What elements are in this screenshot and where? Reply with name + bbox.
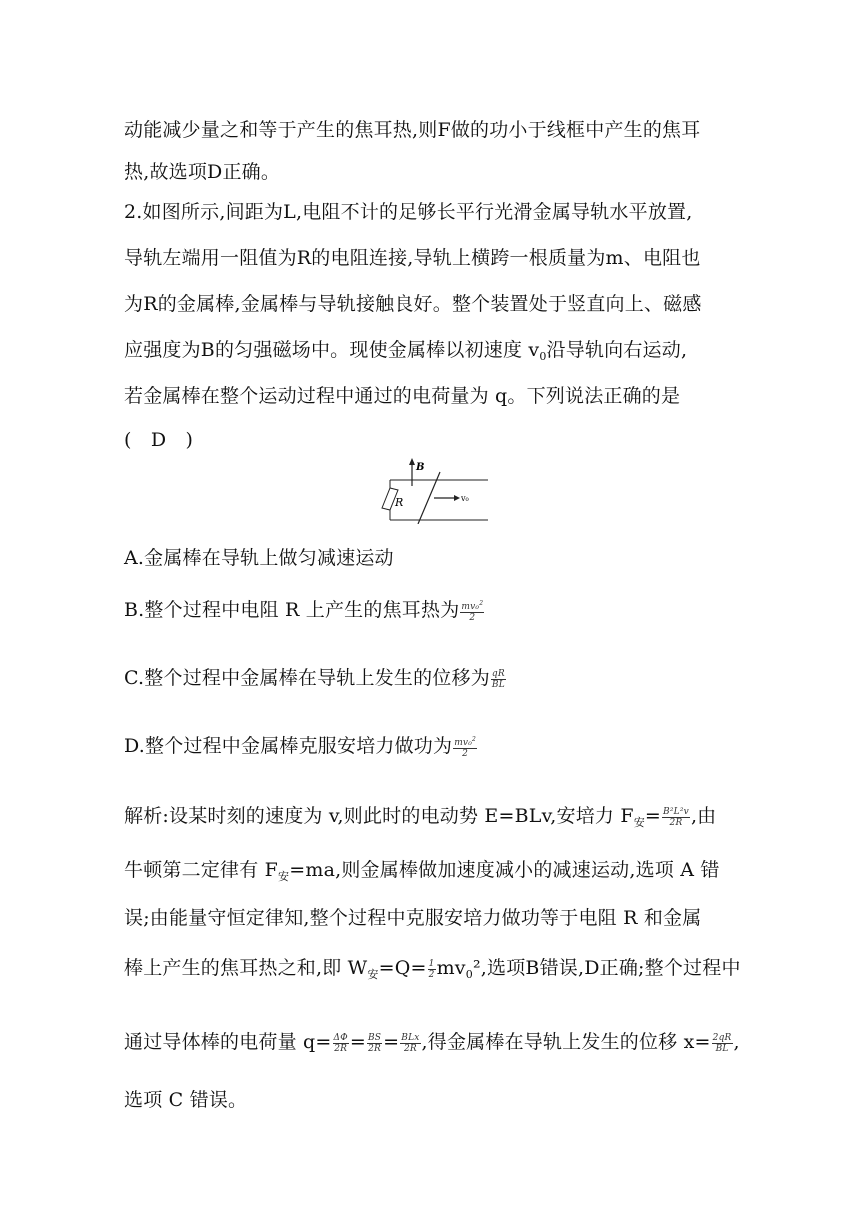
denominator: 2 (462, 749, 469, 759)
text-line-2: 热,故选项D正确。 (124, 161, 281, 183)
text: = (349, 1031, 366, 1053)
text: = (644, 805, 662, 827)
text: =Q= (378, 957, 427, 979)
numerator: BLx (401, 1032, 420, 1043)
label-R: R (395, 496, 404, 509)
denominator: 2 (428, 969, 435, 980)
analysis-line-4 (124, 956, 741, 987)
denominator: 2R (403, 1043, 417, 1054)
option-d-text: D.整个过程中金属棒克服安培力做功为 (124, 735, 453, 757)
text: 棒上产生的焦耳热之和,即 W (124, 957, 368, 979)
text-line-1: 动能减少量之和等于产生的焦耳热,则F做的功小于线框中产生的焦耳 (124, 119, 701, 141)
analysis-line-1 (124, 804, 716, 835)
question-2-line-2: 导轨左端用一阻值为R的电阻连接,导轨上横跨一根质量为m、电阻也 (124, 247, 701, 269)
fraction-BLx (400, 1033, 420, 1054)
text: mv (436, 957, 466, 979)
numerator: ΔΦ (333, 1032, 348, 1043)
text: ²,选项B错误,D正确;整个过程中 (472, 957, 741, 979)
field-arrowhead (409, 458, 415, 465)
text: = (383, 1031, 400, 1053)
fraction-mv2-over-2 (453, 735, 477, 759)
denominator: BL (715, 1043, 729, 1054)
analysis-line-6: 选项 C 错误。 (124, 1089, 248, 1111)
option-d (124, 734, 478, 759)
subscript: 安 (278, 870, 290, 883)
denominator: BL (491, 679, 505, 690)
subscript: 0 (539, 350, 547, 363)
subscript: 安 (633, 816, 645, 829)
analysis-line-3: 误;由能量守恒定律知,整个过程中克服安培力做功等于电阻 R 和金属 (124, 907, 702, 929)
denominator: 2R (368, 1043, 381, 1054)
exponent: 2 (472, 736, 477, 743)
denominator: 2 (469, 613, 476, 623)
numerator: qR (491, 668, 505, 679)
fraction-force (662, 807, 690, 828)
label-B: B (416, 462, 425, 473)
text: 通过导体棒的电荷量 q= (124, 1031, 332, 1053)
option-a: A.金属棒在导轨上做匀减速运动 (124, 547, 394, 569)
option-b-text: B.整个过程中电阻 R 上产生的焦耳热为 (124, 599, 460, 621)
text: 解析:设某时刻的速度为 v,则此时的电动势 E=BLv,安培力 F (124, 805, 634, 827)
question-2-line-1: 2.如图所示,间距为L,电阻不计的足够长平行光滑金属导轨水平放置, (124, 201, 693, 223)
label-v0: v₀ (461, 494, 469, 503)
text: ,得金属棒在导轨上发生的位移 x= (421, 1031, 711, 1053)
question-2-line-3: 为R的金属棒,金属棒与导轨接触良好。整个装置处于竖直向上、磁感 (124, 293, 702, 315)
numerator: mv₀ (461, 602, 480, 612)
numerator: mv₀ (454, 738, 473, 748)
analysis-line-5 (124, 1030, 740, 1054)
fraction-flux (333, 1033, 349, 1054)
answer-bracket: ( D ) (124, 429, 194, 451)
numerator: 2qR (712, 1032, 732, 1043)
text: =ma,则金属棒做加速度减小的减速运动,选项 A 错 (289, 859, 720, 881)
denominator: 2R (669, 817, 683, 828)
circuit-figure (368, 458, 490, 524)
question-2-line-4 (124, 338, 687, 369)
option-c-text: C.整个过程中金属棒在导轨上发生的位移为 (124, 667, 490, 689)
question-2-line-5: 若金属棒在整个运动过程中通过的电荷量为 q。下列说法正确的是 (124, 385, 681, 407)
option-b (124, 598, 485, 623)
fraction-displacement (712, 1033, 733, 1054)
fraction-BS (367, 1033, 382, 1054)
subscript: 安 (367, 968, 379, 981)
fraction-one-half (428, 959, 436, 980)
text: ,由 (690, 805, 717, 827)
fraction-mv2-over-2 (460, 599, 484, 623)
subscript: 0 (465, 968, 473, 981)
text: 沿导轨向右运动, (546, 339, 688, 361)
numerator: B²L²v (663, 806, 689, 817)
option-c (124, 666, 507, 690)
numerator: 1 (428, 958, 435, 969)
analysis-line-2 (124, 858, 720, 889)
denominator: 2R (334, 1043, 348, 1054)
exponent: 2 (479, 600, 484, 607)
fraction-qR-over-BL (491, 669, 506, 690)
text: , (733, 1031, 740, 1053)
numerator: BS (367, 1032, 382, 1043)
text: 牛顿第二定律有 F (124, 859, 279, 881)
text: 应强度为B的匀强磁场中。现使金属棒以初速度 v (124, 339, 540, 361)
velocity-arrowhead (454, 495, 460, 501)
